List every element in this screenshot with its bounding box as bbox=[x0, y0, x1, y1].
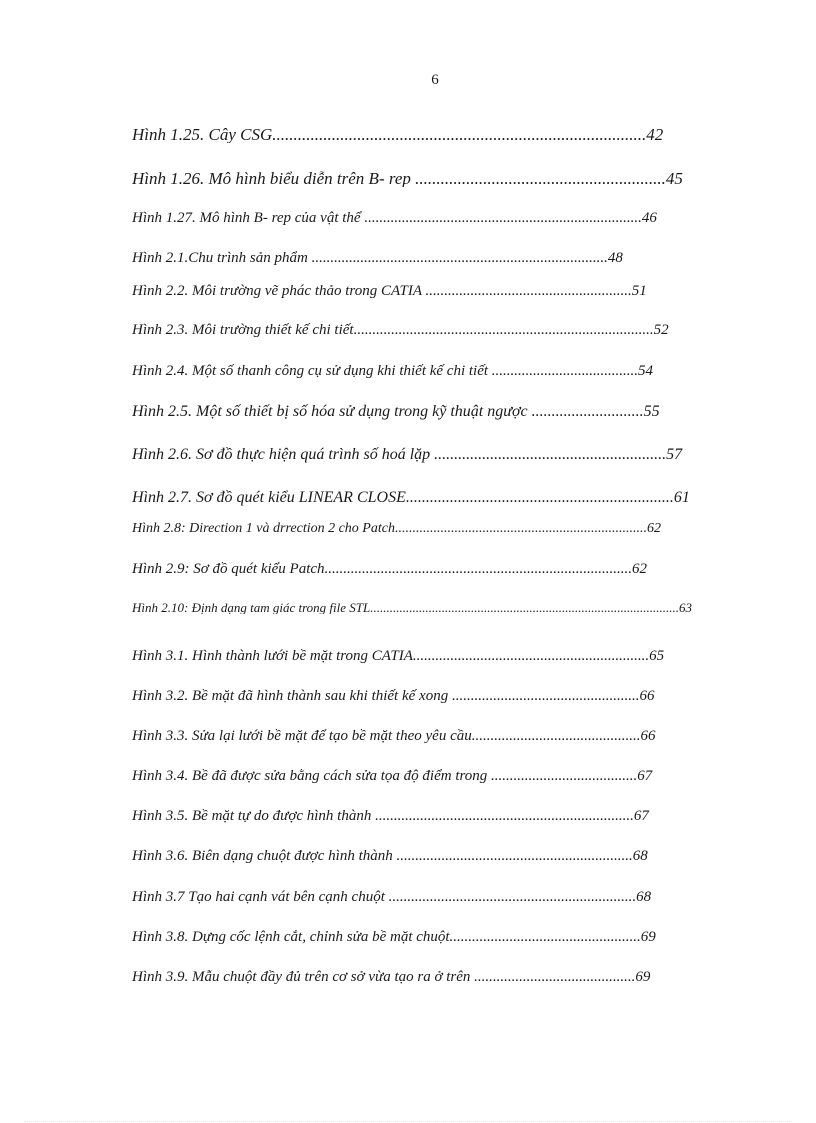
toc-entry bbox=[132, 251, 712, 266]
toc-entry-text: Hình 3.5. Bề mặt tự do được hình thành .....................................................................67 bbox=[132, 809, 649, 824]
toc-entry-text: Hình 2.2. Môi trường vẽ phác thảo trong CATIA .......................................................51 bbox=[132, 284, 647, 299]
toc-entry-text: Hình 1.26. Mô hình biểu diễn trên B- rep ...........................................................45 bbox=[132, 170, 683, 187]
toc-entry-text: Hình 3.6. Biên dạng chuột được hình thành ...............................................................68 bbox=[132, 849, 648, 864]
toc-entry-text: Hình 3.9. Mẫu chuột đầy đủ trên cơ sở vừa tạo ra ở trên ...........................................69 bbox=[132, 970, 651, 985]
toc-entry bbox=[132, 522, 712, 536]
page-number: 6 bbox=[431, 72, 439, 88]
toc-entry bbox=[132, 729, 712, 744]
toc-entry bbox=[132, 404, 712, 420]
toc-entry bbox=[132, 284, 712, 299]
toc-entry bbox=[132, 930, 712, 945]
toc-entry bbox=[132, 809, 712, 824]
toc-entry-text: Hình 3.2. Bề mặt đã hình thành sau khi thiết kế xong ..................................................66 bbox=[132, 689, 655, 704]
toc-entry bbox=[132, 769, 712, 784]
toc-entry bbox=[132, 490, 712, 506]
toc-entry bbox=[132, 890, 712, 905]
toc-entry bbox=[132, 849, 712, 864]
toc-entry-text: Hình 1.25. Cây CSG........................................................................................42 bbox=[132, 126, 664, 143]
toc-entry-text: Hình 2.5. Một số thiết bị số hóa sử dụng trong kỹ thuật ngược ............................55 bbox=[132, 404, 660, 420]
toc-entry bbox=[132, 323, 712, 338]
toc-entry bbox=[132, 211, 712, 226]
toc-entry-text: Hình 2.6. Sơ đồ thực hiện quá trình số hoá lặp ..........................................................57 bbox=[132, 447, 683, 463]
toc-entry bbox=[132, 970, 712, 985]
toc-entry bbox=[132, 562, 712, 577]
toc-entry-text: Hình 2.9: Sơ đồ quét kiểu Patch..................................................................................62 bbox=[132, 562, 648, 577]
toc-entry-text: Hình 3.7 Tạo hai cạnh vát bên cạnh chuột ..................................................................68 bbox=[132, 890, 652, 905]
toc-entry bbox=[132, 689, 712, 704]
toc-entry-text: Hình 3.4. Bề đã được sửa bằng cách sửa tọa độ điểm trong .......................................67 bbox=[132, 769, 653, 784]
toc-entry bbox=[132, 364, 712, 379]
toc-entry-text: Hình 3.1. Hình thành lưới bề mặt trong CATIA...............................................................65 bbox=[132, 649, 665, 664]
toc-entry-text: Hình 1.27. Mô hình B- rep của vật thể ..........................................................................46 bbox=[132, 211, 657, 226]
toc-entry-text: Hình 3.8. Dựng cốc lệnh cắt, chỉnh sửa bề mặt chuột...................................................69 bbox=[132, 930, 656, 945]
toc-entry-text: Hình 2.8: Direction 1 và drrection 2 cho Patch........................................................................62 bbox=[132, 522, 661, 536]
toc-entry-text: Hình 3.3. Sửa lại lưới bề mặt để tạo bề mặt theo yêu cầu.............................................66 bbox=[132, 729, 656, 744]
toc-entry-text: Hình 2.7. Sơ đồ quét kiểu LINEAR CLOSE...................................................................61 bbox=[132, 490, 690, 506]
toc-entry bbox=[132, 447, 712, 463]
toc-entry bbox=[132, 649, 712, 664]
toc-entry-text: Hình 2.10: Định dạng tam giác trong file STL...............................................................................................63 bbox=[132, 601, 692, 614]
bottom-rule bbox=[24, 1121, 792, 1122]
toc-entry bbox=[132, 170, 712, 187]
toc-entry-text: Hình 2.4. Một số thanh công cụ sử dụng khi thiết kế chi tiết .......................................54 bbox=[132, 364, 654, 379]
toc-entry bbox=[132, 601, 712, 614]
toc-entry bbox=[132, 126, 712, 143]
toc-entry-text: Hình 2.1.Chu trình sản phẩm ...............................................................................48 bbox=[132, 251, 623, 266]
toc-entry-text: Hình 2.3. Môi trường thiết kế chi tiết................................................................................52 bbox=[132, 323, 669, 338]
